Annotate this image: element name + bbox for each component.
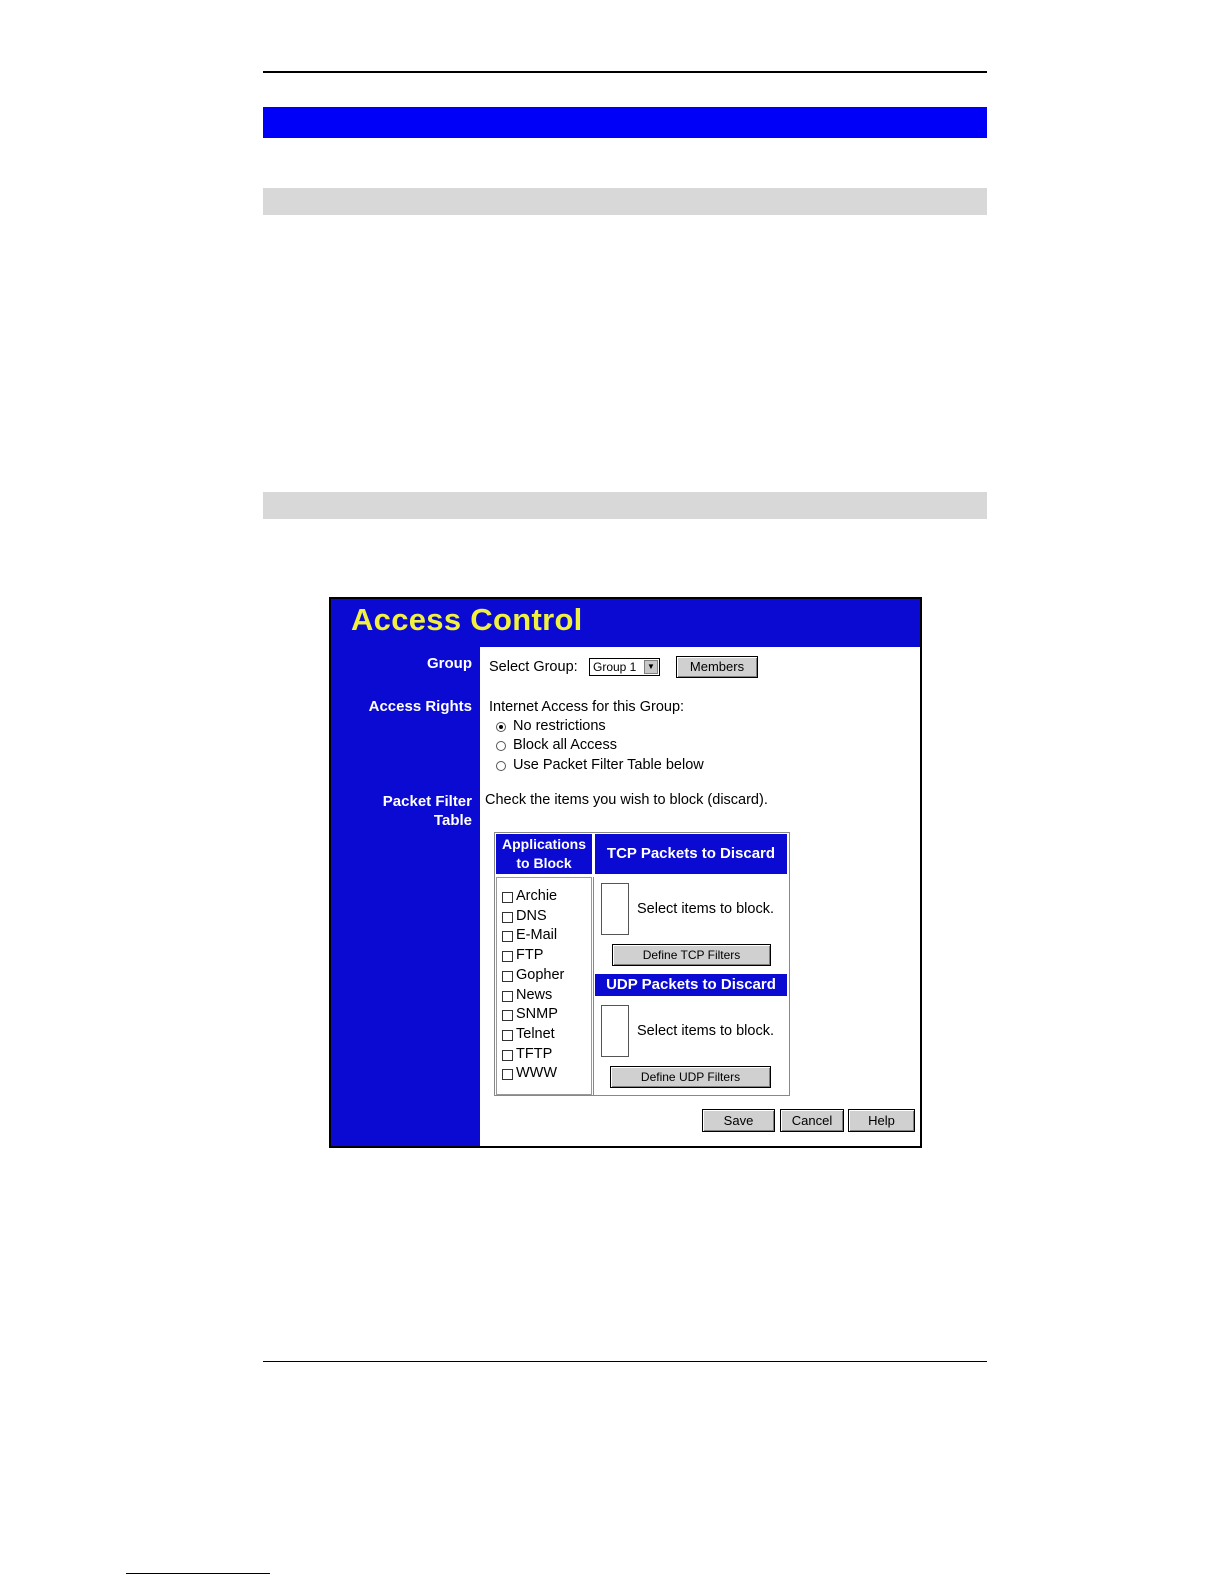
app-checkbox[interactable] — [502, 991, 513, 1002]
radio-no-restrictions[interactable] — [496, 722, 506, 732]
group-label: Group — [427, 655, 472, 672]
tcp-hint: Select items to block. — [637, 901, 774, 917]
app-label: News — [516, 986, 553, 1003]
radio-packet-filter[interactable] — [496, 761, 506, 771]
udp-hint: Select items to block. — [637, 1023, 774, 1039]
app-label: WWW — [516, 1065, 558, 1082]
save-button[interactable]: Save — [702, 1109, 775, 1132]
cancel-button[interactable]: Cancel — [780, 1109, 844, 1132]
app-checkbox[interactable] — [502, 931, 513, 942]
page-title: Access Control — [351, 602, 583, 637]
app-checkbox[interactable] — [502, 1050, 513, 1061]
app-checkbox[interactable] — [502, 971, 513, 982]
udp-filter-listbox[interactable] — [601, 1005, 629, 1057]
option-packet-filter: Use Packet Filter Table below — [513, 757, 704, 773]
app-checkbox[interactable] — [502, 951, 513, 962]
footnote-rule — [126, 1573, 270, 1574]
udp-header: UDP Packets to Discard — [595, 974, 787, 996]
access-control-screen — [329, 597, 922, 1148]
apps-header-line1: Applications — [501, 836, 586, 852]
packet-filter-label-line2: Table — [433, 812, 472, 829]
app-checkbox[interactable] — [502, 1010, 513, 1021]
apps-header — [496, 834, 592, 874]
subsection-band-2 — [263, 492, 987, 519]
top-rule — [263, 71, 987, 73]
app-label: Telnet — [516, 1025, 555, 1042]
bottom-rule — [263, 1361, 987, 1362]
app-checkbox[interactable] — [502, 1030, 513, 1041]
option-block-all: Block all Access — [513, 737, 617, 753]
group-select-value: Group 1 — [593, 660, 637, 674]
app-label: SNMP — [516, 1006, 558, 1023]
define-udp-filters-button[interactable]: Define UDP Filters — [610, 1066, 771, 1088]
packet-filter-label-line1: Packet Filter — [382, 793, 472, 810]
members-button[interactable]: Members — [676, 656, 758, 678]
help-button[interactable]: Help — [848, 1109, 915, 1132]
app-label: DNS — [516, 907, 547, 924]
app-checkbox[interactable] — [502, 892, 513, 903]
tcp-header: TCP Packets to Discard — [595, 834, 787, 874]
chevron-down-icon[interactable]: ▼ — [644, 660, 658, 674]
app-checkbox[interactable] — [502, 1069, 513, 1080]
subsection-band-1 — [263, 188, 987, 215]
define-tcp-filters-button[interactable]: Define TCP Filters — [612, 944, 771, 966]
app-label: FTP — [516, 947, 544, 964]
app-checkbox[interactable] — [502, 912, 513, 923]
internet-access-heading: Internet Access for this Group: — [489, 699, 685, 715]
group-select[interactable] — [589, 658, 660, 676]
option-no-restrictions: No restrictions — [513, 718, 606, 734]
apps-header-line2: to Block — [516, 855, 572, 871]
app-label: TFTP — [516, 1045, 553, 1062]
tcp-filter-listbox[interactable] — [601, 883, 629, 935]
packet-filter-table — [494, 832, 790, 1096]
packet-filter-label — [383, 792, 472, 830]
app-label: E-Mail — [516, 927, 558, 944]
select-group-label: Select Group: — [489, 659, 578, 675]
sidebar — [331, 647, 480, 1146]
section-heading-band — [263, 107, 987, 138]
filter-instruction: Check the items you wish to block (discard). — [485, 792, 768, 808]
app-label: Gopher — [516, 966, 565, 983]
app-label: Archie — [516, 888, 558, 904]
access-rights-label: Access Rights — [368, 698, 472, 715]
radio-block-all[interactable] — [496, 741, 506, 751]
column-divider — [593, 877, 594, 1095]
